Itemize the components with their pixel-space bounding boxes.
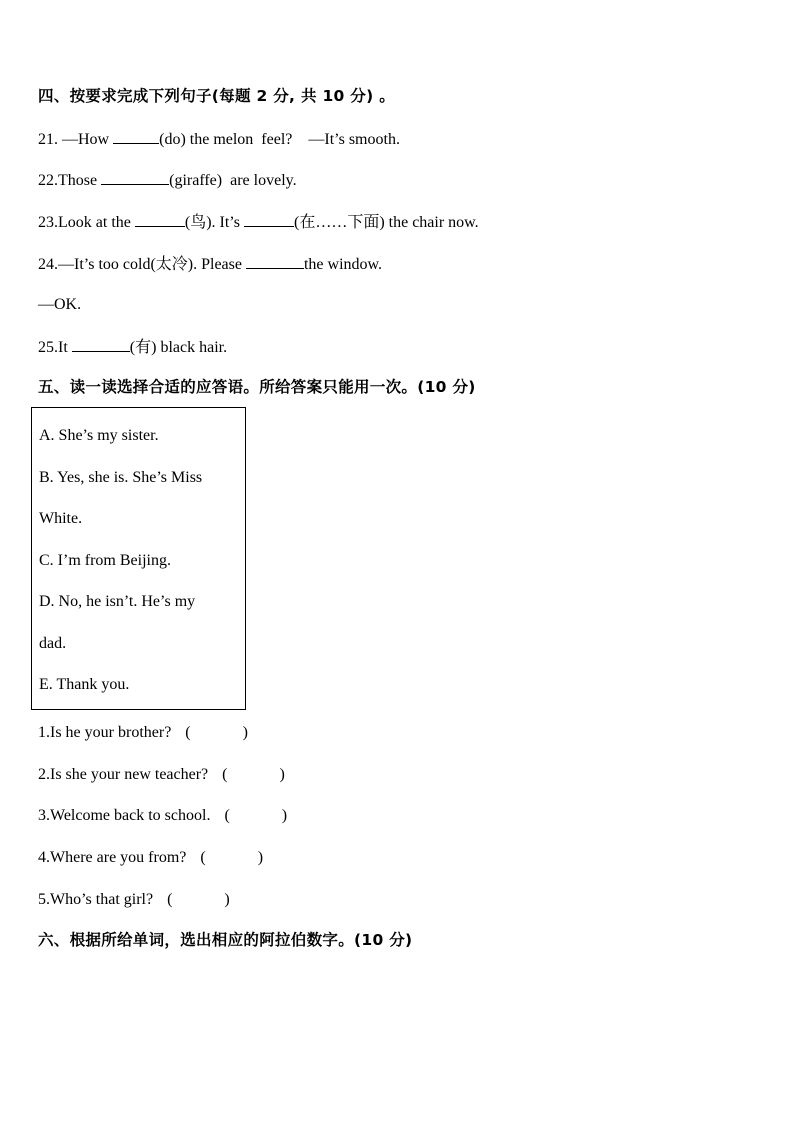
question-22	[38, 170, 297, 191]
question-23	[38, 212, 479, 233]
match-question-1	[38, 723, 248, 743]
question-25	[38, 337, 227, 358]
paren-close: )	[242, 724, 248, 741]
match-question-2-text: 2.Is she your new teacher?	[38, 766, 209, 783]
match-question-4	[38, 848, 263, 868]
option-b-line-1: B. Yes, she is. She’s Miss	[39, 469, 203, 486]
answer-blank[interactable]	[101, 170, 169, 185]
paren-close: )	[281, 807, 288, 824]
answer-options-box	[31, 407, 246, 710]
question-24-text-b: the window.	[303, 256, 383, 273]
answer-blank[interactable]	[72, 337, 130, 352]
question-21	[38, 129, 400, 150]
match-question-3	[38, 806, 287, 826]
section-5-heading: 五、读一读选择合适的应答语。所给答案只能用一次。(10 分)	[38, 378, 476, 396]
question-25-text-b: (有) black hair.	[129, 339, 228, 356]
answer-blank[interactable]	[246, 254, 304, 269]
question-22-text-b: (giraffe) are lovely.	[169, 172, 297, 189]
question-21-text-b: (do) the melon feel? —It’s smooth.	[159, 131, 400, 148]
option-e: E. Thank you.	[39, 676, 130, 693]
paren-close: )	[279, 766, 285, 783]
paren-open: (	[224, 807, 230, 824]
match-question-4-text: 4.Where are you from?	[38, 849, 187, 866]
option-a: A. She’s my sister.	[39, 427, 159, 444]
option-d-line-2: dad.	[39, 635, 67, 652]
paren-open: (	[200, 849, 206, 866]
question-24	[38, 254, 382, 275]
paren-open: (	[185, 724, 191, 741]
match-question-1-text: 1.Is he your brother?	[38, 724, 172, 741]
paren-close: )	[224, 891, 230, 908]
section-4-heading: 四、按要求完成下列句子(每题 2 分, 共 10 分) 。	[38, 87, 395, 105]
answer-blank[interactable]	[244, 212, 294, 227]
question-22-text-a: 22.Those	[38, 172, 102, 189]
question-21-text-a: 21. —How	[38, 131, 114, 148]
paren-open: (	[167, 891, 173, 908]
paren-close: )	[257, 849, 264, 866]
match-question-3-text: 3.Welcome back to school.	[38, 807, 211, 824]
question-24-text-a: 24.—It’s too cold(太冷). Please	[38, 256, 246, 273]
option-c: C. I’m from Beijing.	[39, 552, 171, 569]
question-23-text-c: (在……下面) the chair now.	[293, 214, 479, 231]
answer-blank[interactable]	[113, 129, 159, 144]
answer-blank[interactable]	[135, 212, 185, 227]
section-6-heading: 六、根据所给单词，选出相应的阿拉伯数字。(10 分)	[38, 931, 413, 949]
question-25-text-a: 25.It	[38, 339, 72, 356]
match-question-2	[38, 765, 285, 785]
match-question-5	[38, 890, 230, 910]
option-b-line-2: White.	[39, 510, 83, 527]
paren-open: (	[222, 766, 228, 783]
match-question-5-text: 5.Who’s that girl?	[38, 891, 154, 908]
option-d-line-1: D. No, he isn’t. He’s my	[39, 593, 196, 610]
question-24-reply: —OK.	[38, 296, 82, 313]
question-23-text-b: (鸟). It’s	[184, 214, 244, 231]
question-23-text-a: 23.Look at the	[38, 214, 135, 231]
